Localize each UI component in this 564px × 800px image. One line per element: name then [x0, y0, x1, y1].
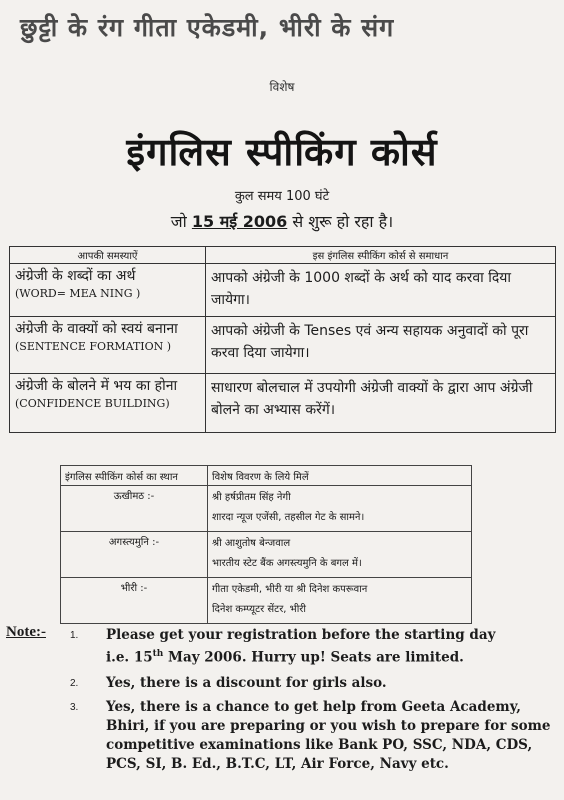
- contact-col-header: विशेष विवरण के लिये मिलें: [208, 466, 472, 486]
- contact-person: श्री आशुतोष बेन्जवाल: [212, 538, 291, 549]
- problem-english: (CONFIDENCE BUILDING): [15, 397, 170, 410]
- problem-cell: [10, 374, 206, 433]
- locations-table: [60, 465, 472, 624]
- solution-cell: [206, 374, 556, 433]
- note-line-suffix: May 2006. Hurry up! Seats are limited.: [163, 649, 464, 666]
- location-name: ऊखीमठ :-: [61, 486, 208, 532]
- problem-hindi: अंग्रेजी के वाक्यों को स्वयं बनाना: [15, 321, 178, 337]
- note-number: 1.: [70, 630, 79, 641]
- problem-hindi: अंग्रेजी के शब्दों का अर्थ: [15, 268, 136, 284]
- course-title: इंगलिस स्पीकिंग कोर्स: [126, 130, 438, 174]
- table-row: [10, 264, 556, 317]
- solutions-col-header: इस इंगलिस स्पीकिंग कोर्स से समाधान: [206, 247, 556, 264]
- table-row: [61, 486, 472, 532]
- problem-cell: [10, 264, 206, 317]
- note-text: Yes, there is a discount for girls also.: [106, 675, 387, 691]
- table-row: [10, 317, 556, 374]
- contact-cell: [208, 532, 472, 578]
- table-row: [61, 578, 472, 624]
- start-suffix: से शुरू हो रहा है।: [292, 212, 394, 231]
- problem-cell: [10, 317, 206, 374]
- note-number: 3.: [70, 702, 79, 713]
- contact-person: श्री हर्षप्रीतम सिंह नेगी: [212, 492, 291, 503]
- table-row: [61, 532, 472, 578]
- table-row: [10, 374, 556, 433]
- contact-address: शारदा न्यूज एजेंसी, तहसील गेट के सामने।: [212, 512, 365, 523]
- note-number: 2.: [70, 678, 79, 689]
- problems-col-header: आपकी समस्याऐं: [10, 247, 206, 264]
- course-duration: कुल समय 100 घंटे: [234, 189, 330, 204]
- location-col-header: इंगलिस स्पीकिंग कोर्स का स्थान: [61, 466, 208, 486]
- solution-text: आपको अंग्रेजी के Tenses एवं अन्य सहायक अनुवादों को पूरा करवा दिया जायेगा।: [211, 323, 529, 361]
- note-text: [106, 626, 556, 668]
- contact-cell: [208, 578, 472, 624]
- contact-address: दिनेश कम्प्यूटर सेंटर, भीरी: [212, 604, 306, 615]
- note-line-prefix: i.e. 15: [106, 649, 153, 666]
- problem-english: (WORD= MEA NING ): [15, 287, 141, 300]
- flyer-top-line: छुट्टी के रंग गीता एकेडमी, भीरी के संग: [20, 13, 395, 42]
- problems-table: [9, 246, 556, 433]
- solution-text: आपको अंग्रेजी के 1000 शब्दों के अर्थ को याद करवा दिया जायेगा।: [211, 270, 512, 308]
- course-start: [0, 210, 564, 232]
- location-name: अगस्त्यमुनि :-: [61, 532, 208, 578]
- note-label: Note:-: [6, 624, 46, 640]
- note-text: Yes, there is a chance to get help from Geeta Academy, Bhiri, if you are preparing or you wish to prepare for some competitive examinations like Bank PO, SSC, NDA, CDS, PCS, SI, B. Ed., B.T.C, LT, Air Force, Navy etc.: [106, 699, 551, 772]
- contact-person: गीता एकेडमी, भीरी या श्री दिनेश कपरूवान: [212, 584, 368, 595]
- contact-cell: [208, 486, 472, 532]
- start-prefix: जो: [170, 212, 187, 231]
- solution-text: साधारण बोलचाल में उपयोगी अंग्रेजी वाक्यों के द्वारा आप अंग्रेजी बोलने का अभ्यास करेंगें।: [211, 380, 533, 418]
- special-label: विशेष: [269, 80, 295, 94]
- start-date: 15 मई 2006: [191, 212, 288, 231]
- note-superscript: th: [152, 649, 164, 659]
- note-line: Please get your registration before the starting day: [106, 627, 496, 643]
- location-name: भीरी :-: [61, 578, 208, 624]
- contact-address: भारतीय स्टेट बैंक अगस्त्यमुनि के बगल में।: [212, 558, 362, 569]
- problem-hindi: अंग्रेजी के बोलने में भय का होना: [15, 378, 178, 394]
- solution-cell: [206, 264, 556, 317]
- problem-english: (SENTENCE FORMATION ): [15, 340, 172, 353]
- solution-cell: [206, 317, 556, 374]
